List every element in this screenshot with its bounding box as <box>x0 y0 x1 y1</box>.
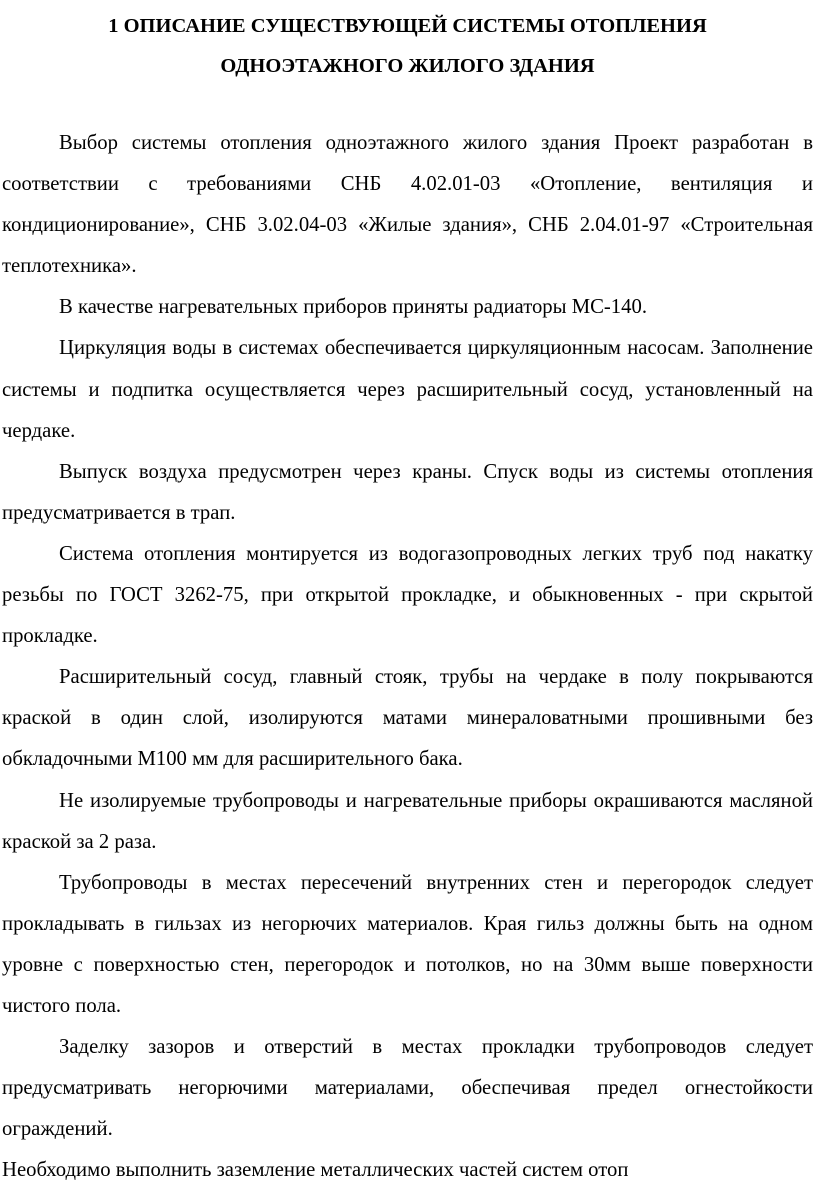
paragraph-radiators: В качестве нагревательных приборов приняты радиаторы МС-140. <box>59 296 648 319</box>
paragraph-circulation: Циркуляция воды в системах обеспечивается циркуляционным насосам. Заполнение системы и подпитка осуществляется через расширительный сосуд, установленный на чердаке. <box>2 337 813 442</box>
paragraph-grounding: Необходимо выполнить заземление металлических частей систем отоп <box>2 1159 629 1182</box>
paragraph-system-choice: Выбор системы отопления одноэтажного жилого здания Проект разработан в соответствии с требованиями СНБ 4.02.01-03 «Отопление, вентиляция и кондиционирование», СНБ 3.02.04-03 «Жилые здания», СНБ 2.04.01-97 «Строительная теплотехника». <box>2 132 813 278</box>
title-line-1: 1 ОПИСАНИЕ СУЩЕСТВУЮЩЕЙ СИСТЕМЫ ОТОПЛЕНИЯ <box>108 15 707 37</box>
paragraph-sealing: Заделку зазоров и отверстий в местах прокладки трубопроводов следует предусматривать негорючими материалами, обеспечивая предел огнестойкости ограждений. <box>2 1036 813 1141</box>
page-title <box>2 6 813 86</box>
paragraph-insulation: Расширительный сосуд, главный стояк, трубы на чердаке в полу покрываются краской в один слой, изолируются матами минераловатными прошивными без обкладочными М100 мм для расширительного бака. <box>2 666 813 771</box>
paragraph-sleeves: Трубопроводы в местах пересечений внутренних стен и перегородок следует прокладывать в гильзах из негорючих материалов. Края гильз должны быть на одном уровне с поверхностью стен, перегородок и потолков, но на 30мм выше поверхности чистого пола. <box>2 871 813 1017</box>
paragraph-air-release: Выпуск воздуха предусмотрен через краны. Спуск воды из системы отопления предусматривается в трап. <box>2 460 813 524</box>
paragraph-painting: Не изолируемые трубопроводы и нагревательные приборы окрашиваются масляной краской за 2 раза. <box>2 789 813 853</box>
paragraph-pipes: Система отопления монтируется из водогазопроводных легких труб под накатку резьбы по ГОСТ 3262-75, при открытой прокладке, и обыкновенных - при скрытой прокладке. <box>2 542 813 648</box>
title-line-2: ОДНОЭТАЖНОГО ЖИЛОГО ЗДАНИЯ <box>220 55 595 77</box>
document-body <box>2 123 813 1191</box>
